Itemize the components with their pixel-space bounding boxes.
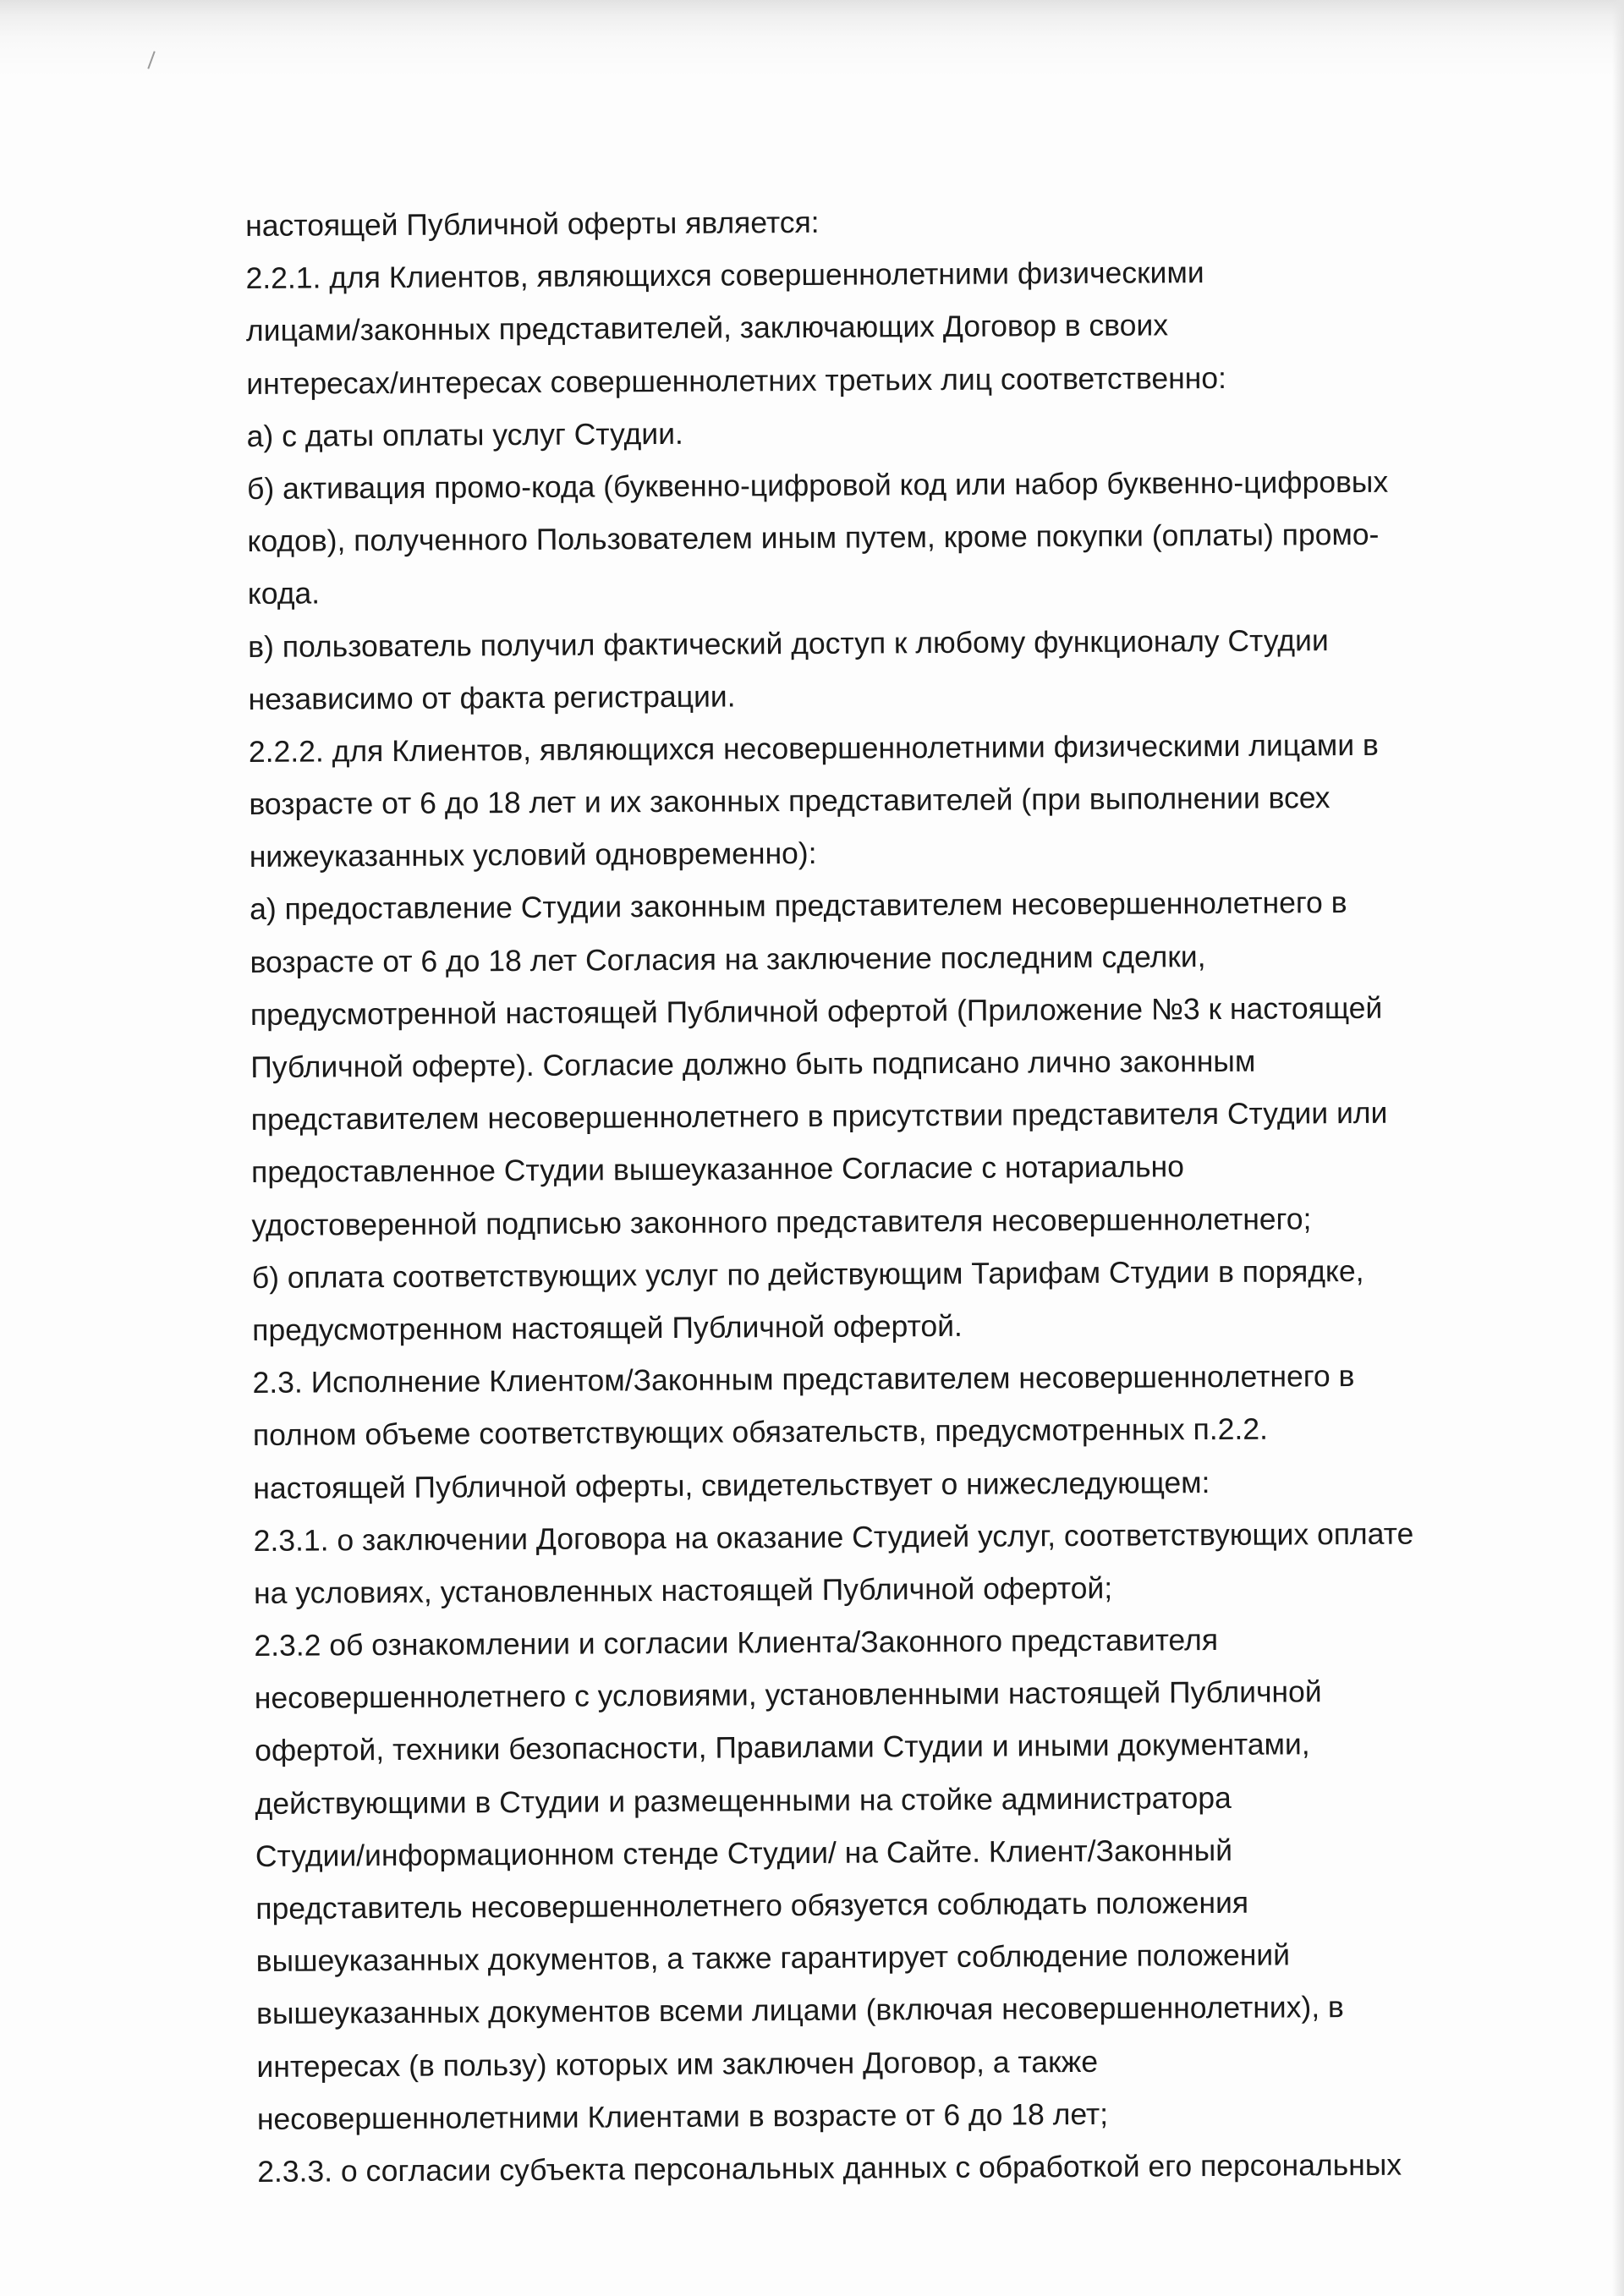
scan-top-shadow: [0, 0, 1624, 76]
text-line: нижеуказанных условий одновременно):: [249, 836, 817, 874]
text-line: настоящей Публичной оферты, свидетельствует о нижеследующем:: [253, 1465, 1210, 1505]
text-line: настоящей Публичной оферты является:: [245, 205, 820, 243]
text-line: 2.3. Исполнение Клиентом/Законным представителем несовершеннолетнего в: [252, 1359, 1355, 1400]
text-line: 2.3.1. о заключении Договора на оказание Студией услуг, соответствующих оплате: [253, 1516, 1414, 1558]
text-line: независимо от факта регистрации.: [248, 679, 736, 716]
text-line: удостоверенной подписью законного представителя несовершеннолетнего;: [251, 1201, 1312, 1242]
text-line: вышеуказанных документов всеми лицами (включая несовершеннолетних), в: [255, 1990, 1344, 2031]
text-line: б) активация промо-кода (буквенно-цифровой код или набор буквенно-цифровых: [246, 464, 1389, 506]
text-line: лицами/законных представителей, заключающих Договор в своих: [245, 308, 1169, 348]
text-line: а) предоставление Студии законным представителем несовершеннолетнего в: [250, 885, 1347, 927]
text-line: интересах/интересах совершеннолетних третьих лиц соответственно:: [246, 360, 1227, 401]
text-line: б) оплата соответствующих услуг по действующим Тарифам Студии в порядке,: [251, 1253, 1364, 1295]
text-line: предоставленное Студии вышеуказанное Согласие с нотариально: [250, 1149, 1185, 1190]
text-line: предусмотренном настоящей Публичной офертой.: [252, 1308, 963, 1347]
text-line: 2.3.3. о согласии субъекта персональных данных с обработкой его персональных: [257, 2147, 1402, 2189]
text-line: интересах (в пользу) которых им заключен Договор, а также: [256, 2044, 1099, 2084]
text-line: несовершеннолетнего с условиями, установленными настоящей Публичной: [254, 1674, 1322, 1716]
text-line: несовершеннолетними Клиентами в возрасте от 6 до 18 лет;: [256, 2096, 1109, 2136]
text-line: возрасте от 6 до 18 лет Согласия на заключение последним сделки,: [250, 939, 1206, 979]
scan-right-edge: [1612, 0, 1624, 2296]
text-line: на условиях, установленных настоящей Публичной офертой;: [253, 1570, 1113, 1610]
text-line: предусмотренной настоящей Публичной офертой (Приложение №3 к настоящей: [250, 990, 1383, 1032]
text-line: представитель несовершеннолетнего обязуется соблюдать положения: [255, 1885, 1249, 1926]
text-line: 2.2.2. для Клиентов, являющихся несовершеннолетними физическими лицами в: [248, 727, 1379, 769]
text-line: Публичной оферте). Согласие должно быть подписано лично законным: [250, 1044, 1256, 1084]
text-line: представителем несовершеннолетнего в присутствии представителя Студии или: [250, 1095, 1388, 1137]
text-line: полном объеме соответствующих обязательств, предусмотренных п.2.2.: [252, 1411, 1268, 1453]
text-line: возрасте от 6 до 18 лет и их законных представителей (при выполнении всех: [249, 781, 1330, 822]
text-line: а) с даты оплаты услуг Студии.: [246, 416, 683, 453]
text-line: кодов), полученного Пользователем иным путем, кроме покупки (оплаты) промо-: [247, 517, 1380, 559]
text-line: 2.2.1. для Клиентов, являющихся совершеннолетними физическими: [245, 255, 1204, 296]
text-line: офертой, техники безопасности, Правилами Студии и иными документами,: [255, 1727, 1310, 1768]
text-line: действующими в Студии и размещенными на стойке администратора: [255, 1780, 1232, 1821]
text-line: в) пользователь получил фактический доступ к любому функционалу Студии: [248, 622, 1329, 664]
text-line: 2.3.2 об ознакомлении и согласии Клиента/Законного представителя: [254, 1623, 1219, 1663]
document-body: [245, 192, 1560, 2198]
text-line: вышеуказанных документов, а также гарантирует соблюдение положений: [255, 1937, 1291, 1979]
text-line: Студии/информационном стенде Студии/ на Сайте. Клиент/Законный: [255, 1833, 1233, 1873]
text-line: кода.: [247, 576, 321, 611]
